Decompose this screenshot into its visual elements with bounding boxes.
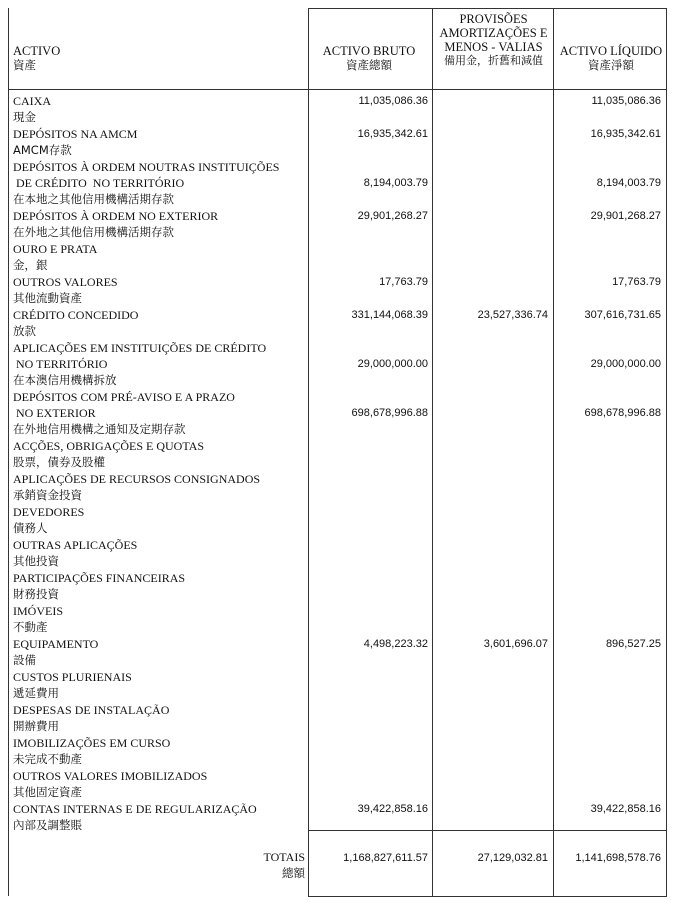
row-label-zh: 未完成不動產 <box>13 752 82 766</box>
row-provisoes: 3,601,696.07 <box>483 638 548 650</box>
row-label <box>13 537 313 569</box>
row-activo-bruto: 8,194,003.79 <box>363 177 428 189</box>
header-activo-bruto <box>310 44 428 72</box>
column-divider <box>666 8 667 896</box>
row-activo-liquido: 17,763.79 <box>612 276 661 288</box>
row-provisoes: 23,527,336.74 <box>477 309 548 321</box>
row-label-zh: 設備 <box>13 653 36 667</box>
row-label <box>13 93 313 125</box>
row-label-zh: AMCM存款 <box>13 143 72 157</box>
row-label <box>13 636 313 668</box>
header-prov-line1: PROVISÕES <box>459 12 528 26</box>
row-activo-liquido: 16,935,342.61 <box>590 128 661 140</box>
header-liquido-zh: 資產淨額 <box>588 58 634 72</box>
row-activo-liquido: 698,678,996.88 <box>584 407 661 419</box>
row-activo-liquido: 11,035,086.36 <box>591 95 661 107</box>
row-label-zh: 其他流動資產 <box>13 291 82 305</box>
header-activo-zh: 資產 <box>13 58 36 72</box>
row-activo-liquido: 307,616,731.65 <box>584 309 661 321</box>
row-label-pt: CRÉDITO CONCEDIDO <box>13 308 139 322</box>
row-label <box>13 735 313 767</box>
row-activo-bruto: 16,935,342.61 <box>357 128 428 140</box>
totals-label-zh: 總額 <box>282 866 305 880</box>
row-label <box>13 801 313 833</box>
row-label-pt: PARTICIPAÇÕES FINANCEIRAS <box>13 571 186 585</box>
row-label-pt: NO TERRITÓRIO <box>13 357 108 371</box>
row-label-pt: APLICAÇÕES DE RECURSOS CONSIGNADOS <box>13 472 261 486</box>
column-divider <box>553 8 554 896</box>
row-label-zh: 在本地之其他信用機構活期存款 <box>13 192 174 206</box>
row-label-pt: IMOBILIZAÇÕES EM CURSO <box>13 736 171 750</box>
row-activo-bruto: 11,035,086.36 <box>358 95 428 107</box>
header-liquido-pt: ACTIVO LÍQUIDO <box>559 44 663 58</box>
row-label-zh: 金，銀 <box>13 258 48 272</box>
row-label <box>13 208 313 240</box>
row-label <box>13 471 313 503</box>
header-rule <box>8 89 667 90</box>
row-label-pt: DEPÓSITOS À ORDEM NO EXTERIOR <box>13 209 219 223</box>
header-bruto-pt: ACTIVO BRUTO <box>322 44 416 58</box>
row-label-zh: 財務投資 <box>13 587 59 601</box>
row-label-zh: 在外地信用機構之通知及定期存款 <box>13 422 186 436</box>
row-label-pt: CUSTOS PLURIENAIS <box>13 670 132 684</box>
row-label-zh: 其他固定資產 <box>13 785 82 799</box>
row-label-zh: 在外地之其他信用機構活期存款 <box>13 225 174 239</box>
row-label-zh: 承銷資金投資 <box>13 488 82 502</box>
row-label-zh: 不動產 <box>13 620 48 634</box>
bottom-rule <box>308 896 667 897</box>
row-activo-bruto: 39,422,858.16 <box>357 803 428 815</box>
row-label-pt: CAIXA <box>13 94 51 108</box>
row-label-pt: NO EXTERIOR <box>13 406 96 420</box>
row-label-pt: OUTROS VALORES IMOBILIZADOS <box>13 769 208 783</box>
row-label-pt: DEPÓSITOS COM PRÉ-AVISO E A PRAZO <box>13 390 235 404</box>
row-label <box>13 768 313 800</box>
row-label-pt: EQUIPAMENTO <box>13 637 99 651</box>
header-provisoes <box>433 12 554 68</box>
row-activo-liquido: 8,194,003.79 <box>596 177 661 189</box>
row-activo-bruto: 4,498,223.32 <box>363 638 428 650</box>
row-activo-bruto: 17,763.79 <box>379 276 428 288</box>
row-label <box>13 603 313 635</box>
total-activo-bruto: 1,168,827,611.57 <box>343 852 428 864</box>
header-prov-line3: MENOS - VALIAS <box>444 40 543 54</box>
row-label <box>13 307 313 339</box>
row-activo-liquido: 39,422,858.16 <box>590 803 661 815</box>
row-label <box>13 702 313 734</box>
row-label <box>13 126 313 158</box>
row-label-zh: 債務人 <box>13 521 48 535</box>
totals-rule <box>308 830 667 831</box>
row-activo-liquido: 29,901,268.27 <box>590 210 661 222</box>
row-label-zh: 內部及調整賬 <box>13 818 82 832</box>
row-label-pt: DE CRÉDITO NO TERRITÓRIO <box>13 176 185 190</box>
header-activo-pt: ACTIVO <box>13 44 61 58</box>
total-activo-liquido: 1,141,698,578.76 <box>575 852 661 864</box>
row-label <box>13 241 313 273</box>
row-label-pt: OUTRAS APLICAÇÕES <box>13 538 138 552</box>
row-activo-liquido: 29,000,000.00 <box>590 358 661 370</box>
row-label-zh: 放款 <box>13 324 36 338</box>
row-label-pt: OURO E PRATA <box>13 242 98 256</box>
row-label <box>13 570 313 602</box>
total-provisoes: 27,129,032.81 <box>477 852 548 864</box>
row-label-zh: 遞延費用 <box>13 686 59 700</box>
row-label-pt: DESPESAS DE INSTALAÇÃO <box>13 703 170 717</box>
row-label <box>13 159 313 207</box>
header-prov-zh: 備用金，折舊和減值 <box>444 54 543 67</box>
column-divider <box>8 8 9 896</box>
top-rule <box>308 8 667 9</box>
row-label-pt: APLICAÇÕES EM INSTITUIÇÕES DE CRÉDITO <box>13 341 267 355</box>
row-label-zh: 股票，債券及股權 <box>13 455 105 469</box>
row-label-pt: DEPÓSITOS NA AMCM <box>13 127 138 141</box>
row-activo-bruto: 29,000,000.00 <box>357 358 428 370</box>
header-activo-liquido <box>555 44 667 72</box>
row-activo-bruto: 698,678,996.88 <box>351 407 428 419</box>
row-label-pt: DEVEDORES <box>13 505 85 519</box>
row-label <box>13 438 313 470</box>
row-label <box>13 504 313 536</box>
row-label <box>13 340 313 388</box>
row-label <box>13 274 313 306</box>
header-activo <box>13 44 213 72</box>
row-label-pt: CONTAS INTERNAS E DE REGULARIZAÇÃO <box>13 802 257 816</box>
row-label-pt: ACÇÕES, OBRIGAÇÕES E QUOTAS <box>13 439 205 453</box>
header-prov-line2: AMORTIZAÇÕES E <box>439 26 548 40</box>
row-activo-liquido: 896,527.25 <box>605 638 661 650</box>
row-label-pt: IMÓVEIS <box>13 604 63 618</box>
row-label-zh: 在本澳信用機構拆放 <box>13 373 117 387</box>
row-label <box>13 669 313 701</box>
row-activo-bruto: 331,144,068.39 <box>351 309 428 321</box>
row-label <box>13 389 313 437</box>
totals-label-pt: TOTAIS <box>263 850 305 864</box>
row-label-pt: OUTROS VALORES <box>13 275 118 289</box>
totals-label <box>240 849 305 881</box>
row-activo-bruto: 29,901,268.27 <box>357 210 428 222</box>
header-bruto-zh: 資產總額 <box>346 58 392 72</box>
row-label-zh: 其他投資 <box>13 554 59 568</box>
row-label-pt: DEPÓSITOS À ORDEM NOUTRAS INSTITUIÇÕES <box>13 160 280 174</box>
row-label-zh: 開辦費用 <box>13 719 59 733</box>
row-label-zh: 現金 <box>13 110 36 124</box>
column-divider <box>432 8 433 896</box>
